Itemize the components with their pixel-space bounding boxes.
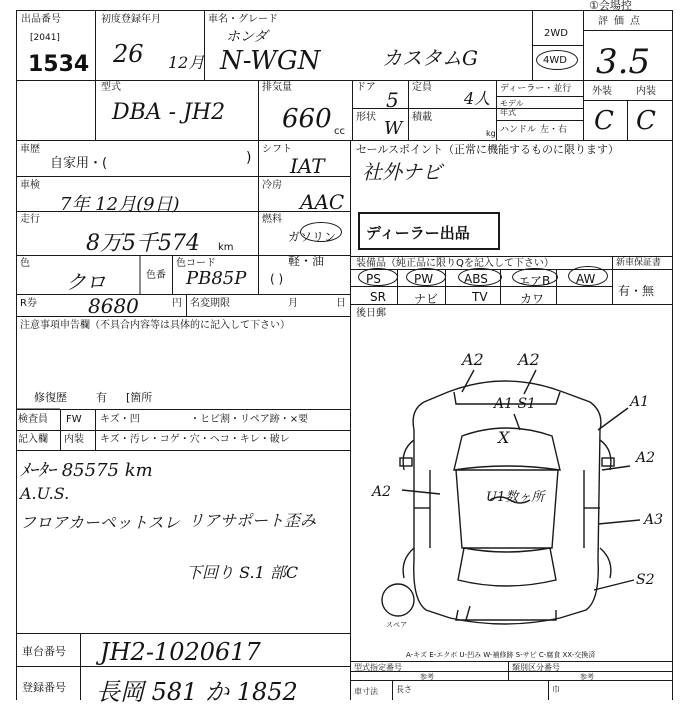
chassis-label: 車台番号 <box>22 645 66 658</box>
fuel-value: ガソリン <box>288 230 337 244</box>
equip-abs: ABS <box>464 272 488 286</box>
color-no-label: 色番 <box>146 270 166 281</box>
handle-options: 左・右 <box>540 125 568 135</box>
equip-tv: TV <box>472 290 488 304</box>
aircon-value: AAC <box>300 190 345 214</box>
lot-number-label: 出品番号 <box>21 14 61 25</box>
mileage-value: 8万5千574 <box>86 231 200 256</box>
damage-mark-front-right: A2 <box>518 350 540 369</box>
inspector-fw-items-b: ・ヒビ割・リペア跡・×要 <box>190 414 309 425</box>
damage-mark-hood: A1 S1 <box>494 396 536 412</box>
type-label: 型式 <box>101 82 121 93</box>
repair-history-value: 有 <box>96 391 107 404</box>
km-unit: km <box>218 242 234 253</box>
copy-label: ①会場控 <box>589 0 632 12</box>
sales-point-value: 社外ナビ <box>362 160 442 184</box>
fuel-paren: ( ) <box>270 272 284 286</box>
new-warranty-label: 新車保証書 <box>616 258 662 268</box>
inspector-label: 検査員 <box>18 414 48 425</box>
post-later-label: 後日郵 <box>356 308 386 319</box>
aircon-label: 冷房 <box>262 180 282 191</box>
color-label: 色 <box>20 258 30 269</box>
interior-grade: C <box>636 106 656 136</box>
first-registration-month: 12月 <box>168 53 205 72</box>
kg-unit: kg <box>486 129 496 138</box>
drive-4wd: 4WD <box>543 55 567 66</box>
chassis-value: JH2-1020617 <box>100 638 261 666</box>
remark-rear-support: リアサポート歪み <box>188 511 317 530</box>
displacement-label: 排気量 <box>262 82 292 93</box>
equip-pw: PW <box>414 272 434 286</box>
registration-label: 登録番号 <box>22 681 66 694</box>
damage-mark-right-quarter: S2 <box>636 572 655 588</box>
size-label: 車寸法 <box>354 687 378 696</box>
inspector-interior: 内装 <box>64 434 84 445</box>
designation-label: 型式指定番号 <box>354 663 402 672</box>
remark-floor: フロアカーペットスレ <box>20 513 180 532</box>
remark-odometer: ﾒｰﾀｰ 85575 km <box>20 460 153 481</box>
damage-mark-front-left: A2 <box>462 350 484 369</box>
name-change-label: 名変期限 <box>190 298 230 309</box>
day-unit: 日 <box>336 298 346 309</box>
damage-mark-left-door: A2 <box>372 484 392 500</box>
cc-unit: cc <box>334 126 345 137</box>
shift-value: IAT <box>290 154 325 178</box>
interior-label: 内装 <box>636 86 656 97</box>
displacement-value: 660 <box>282 104 332 134</box>
inspector-interior-items: キズ・汚レ・コゲ・穴・ヘコ・キレ・破レ <box>100 434 290 445</box>
exterior-grade: C <box>594 106 614 136</box>
repair-history-label: 修復歴 <box>34 391 67 404</box>
equipment-label: 装備品（純正品に限りQを記入して下さい） <box>356 258 554 269</box>
load-label: 積載 <box>412 112 432 123</box>
equip-aw: AW <box>576 272 596 286</box>
yen-unit: 円 <box>172 298 182 309</box>
capacity-label: 定員 <box>412 82 432 93</box>
length-label: 長さ <box>396 685 412 694</box>
inspection-value: 7年 12月(9日) <box>60 194 180 215</box>
color-code-value: PB85P <box>186 268 247 289</box>
dealer-label: ディーラー・並行 <box>500 84 572 94</box>
remark-underbody: 下回り S.1 部C <box>186 563 299 582</box>
month-unit: 月 <box>288 298 298 309</box>
damage-mark-right-fender: A1 <box>630 394 650 410</box>
damage-mark-roof: U1数ヶ所 <box>486 490 545 505</box>
repair-place-label: [箇所 <box>126 391 153 404</box>
recycle-value: 8680 <box>88 294 139 318</box>
first-registration-year: 26 <box>113 40 144 68</box>
damage-mark-right-front-door: A2 <box>636 450 656 466</box>
fuel-label: 燃料 <box>262 214 282 225</box>
model-name: N-WGN <box>220 46 321 76</box>
fuel-alt: 軽・油 <box>288 254 325 268</box>
mileage-label: 走行 <box>20 214 40 225</box>
history-value: 自家用・( <box>50 156 108 171</box>
damage-legend: A-キズ E-エクボ U-凹み W-補修跡 S-サビ C-腐食 XX-交換済 <box>406 651 596 659</box>
first-registration-label: 初度登録年月 <box>101 14 161 25</box>
equip-ps: PS <box>366 272 381 286</box>
history-close: ) <box>246 150 252 166</box>
entry-label: 記入欄 <box>18 434 48 445</box>
damage-mark-right-rear-door: A3 <box>644 512 664 528</box>
width-label: 巾 <box>552 685 560 694</box>
category-label: 類別区分番号 <box>512 663 560 672</box>
inspection-label: 車検 <box>20 180 40 191</box>
maker-name: ホンダ <box>226 29 268 45</box>
history-label: 車歴 <box>20 144 40 155</box>
equip-navi: ナビ <box>414 292 439 306</box>
shift-label: シフト <box>262 144 292 155</box>
grade-name: カスタムG <box>382 46 478 70</box>
dealer-stamp: ディーラー出品 <box>366 224 470 242</box>
inspector-fw: FW <box>66 414 82 425</box>
sales-point-label: セールスポイント（正常に機能するものに限ります） <box>356 143 620 156</box>
equip-sr: SR <box>370 290 386 304</box>
drive-2wd: 2WD <box>544 28 568 39</box>
shape-label: 形状 <box>356 112 376 123</box>
spare-label: スペア <box>386 621 407 629</box>
equip-leather: カワ <box>520 292 545 306</box>
equip-airbag: エアB <box>518 274 551 288</box>
recycle-label: R券 <box>20 298 37 309</box>
warranty-options: 有・無 <box>618 284 655 298</box>
car-name-label: 車名・グレード <box>208 14 278 25</box>
registration-value: 長岡 581 か 1852 <box>96 678 298 706</box>
reference-1: 参考 <box>420 673 434 681</box>
capacity-value: 4人 <box>464 89 491 108</box>
type-value: DBA - JH2 <box>112 100 226 125</box>
score-label: 評価点 <box>598 16 646 27</box>
remark-aus: A.U.S. <box>20 484 70 503</box>
score-value: 3.5 <box>596 42 651 82</box>
inspector-fw-items-a: キズ・凹 <box>100 414 140 425</box>
shape-value: W <box>384 118 403 139</box>
lot-number: 1534 <box>28 52 90 77</box>
door-value: 5 <box>386 88 399 112</box>
reference-2: 参考 <box>580 673 594 681</box>
model-year-label: モデル年式 <box>500 99 524 117</box>
color-code-label: 色コード <box>176 258 216 269</box>
exterior-label: 外装 <box>592 86 612 97</box>
notes-label: 注意事項申告欄（不具合内容等は具体的に記入して下さい） <box>20 320 290 331</box>
door-label: ドア <box>356 82 376 93</box>
color-value: クロ <box>66 270 106 294</box>
lot-sub-number: [2041] <box>30 33 60 43</box>
damage-mark-windshield: X <box>498 428 510 447</box>
handle-label: ハンドル <box>500 125 537 135</box>
